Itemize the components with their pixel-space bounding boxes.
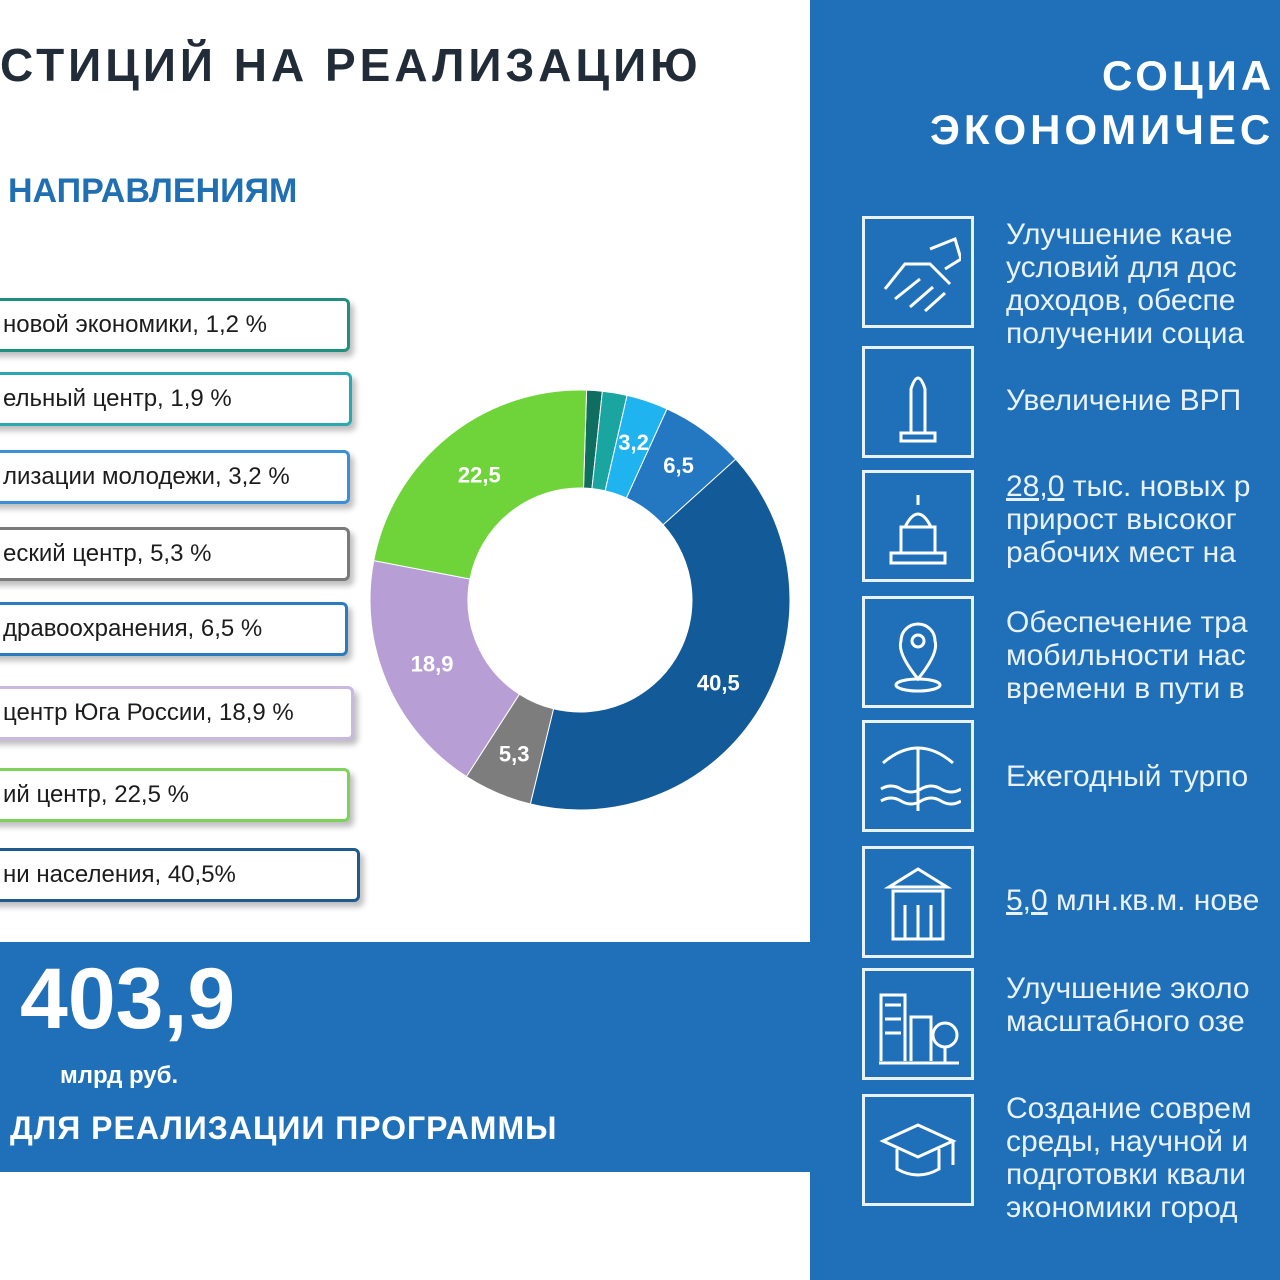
- effect-line-text: тыс. новых р: [1064, 470, 1251, 503]
- effect-line: [1006, 503, 1280, 536]
- effect-text: [1006, 384, 1280, 417]
- effect-line-text: Ежегодный турпо: [1006, 760, 1249, 793]
- monument-icon: [862, 346, 974, 458]
- effect-line: [1006, 1005, 1280, 1038]
- effect-line-text: мобильности нас: [1006, 639, 1246, 672]
- effect-line-text: Создание соврем: [1006, 1092, 1252, 1125]
- section-subtitle: НАПРАВЛЕНИЯМ: [8, 172, 298, 210]
- legend-item: еский центр, 5,3 %: [0, 527, 350, 581]
- effect-text: [1006, 972, 1280, 1038]
- effect-text: [1006, 760, 1280, 793]
- effect-line: [1006, 884, 1280, 917]
- effect-line: [1006, 972, 1280, 1005]
- effect-line: [1006, 1125, 1280, 1158]
- page-title: СТИЦИЙ НА РЕАЛИЗАЦИЮ: [0, 39, 702, 91]
- effect-line: [1006, 606, 1280, 639]
- legend-item: ни населения, 40,5%: [0, 848, 360, 902]
- effect-line-text: Улучшение эколо: [1006, 972, 1250, 1005]
- donut-data-label: 6,5: [663, 453, 694, 479]
- effect-line: [1006, 251, 1280, 284]
- effect-line: [1006, 536, 1280, 569]
- total-unit: млрд руб.: [60, 1062, 179, 1089]
- effect-line-text: экономики город: [1006, 1191, 1238, 1224]
- effect-line-text: получении социа: [1006, 317, 1245, 350]
- effect-line: [1006, 317, 1280, 350]
- effect-text: [1006, 470, 1280, 569]
- effect-line-text: доходов, обеспе: [1006, 284, 1236, 317]
- effect-line: [1006, 1191, 1280, 1224]
- total-caption: ДЛЯ РЕАЛИЗАЦИИ ПРОГРАММЫ: [10, 1110, 558, 1146]
- effect-number: 28,0: [1006, 470, 1065, 503]
- building-icon: [862, 846, 974, 958]
- effect-line: [1006, 218, 1280, 251]
- map-pin-icon: [862, 596, 974, 708]
- effect-line: [1006, 760, 1280, 793]
- effect-text: [1006, 218, 1280, 350]
- handshake-icon: [862, 216, 974, 328]
- donut-data-label: 40,5: [696, 670, 740, 696]
- church-icon: [862, 470, 974, 582]
- legend-item: дравоохранения, 6,5 %: [0, 602, 348, 656]
- donut-chart: [360, 380, 800, 820]
- legend-item: ий центр, 22,5 %: [0, 768, 350, 822]
- effect-line: [1006, 1092, 1280, 1125]
- legend-item: центр Юга России, 18,9 %: [0, 686, 354, 740]
- effect-line-text: Обеспечение тра: [1006, 606, 1248, 639]
- effect-line-text: рабочих мест на: [1006, 536, 1236, 569]
- effect-line: [1006, 639, 1280, 672]
- donut-data-label: 18,9: [410, 651, 454, 677]
- effect-line-text: Улучшение каче: [1006, 218, 1233, 251]
- legend-item: ельный центр, 1,9 %: [0, 372, 352, 426]
- effect-text: [1006, 884, 1280, 917]
- effect-line: [1006, 1158, 1280, 1191]
- effect-line-text: масштабного озе: [1006, 1005, 1245, 1038]
- effect-line: [1006, 384, 1280, 417]
- donut-svg: [360, 380, 800, 820]
- beach-umbrella-icon: [862, 720, 974, 832]
- effect-text: [1006, 1092, 1280, 1224]
- graduation-cap-icon: [862, 1094, 974, 1206]
- donut-data-label: 22,5: [457, 462, 501, 488]
- effect-line: [1006, 284, 1280, 317]
- donut-data-label: 5,3: [498, 741, 530, 767]
- effect-line-text: времени в пути в: [1006, 672, 1245, 705]
- effect-line: [1006, 470, 1280, 503]
- effect-line-text: подготовки квали: [1006, 1158, 1246, 1191]
- effect-line-text: Увеличение ВРП: [1006, 384, 1242, 417]
- effect-line-text: млн.кв.м. нове: [1047, 884, 1260, 917]
- effect-line-text: среды, научной и: [1006, 1125, 1249, 1158]
- legend-item: новой экономики, 1,2 %: [0, 298, 350, 352]
- effect-line-text: условий для дос: [1006, 251, 1237, 284]
- effect-line-text: прирост высоког: [1006, 503, 1237, 536]
- effect-line: [1006, 672, 1280, 705]
- legend-item: лизации молодежи, 3,2 %: [0, 450, 350, 504]
- effect-text: [1006, 606, 1280, 705]
- right-panel: [810, 0, 1280, 1280]
- city-park-icon: [862, 968, 974, 1080]
- right-title-line1: СОЦИА: [1102, 52, 1276, 99]
- effect-number: 5,0: [1006, 884, 1048, 917]
- donut-data-label: 3,2: [618, 429, 649, 455]
- right-title-line2: ЭКОНОМИЧЕС: [930, 106, 1275, 153]
- total-value: 403,9: [20, 951, 236, 1047]
